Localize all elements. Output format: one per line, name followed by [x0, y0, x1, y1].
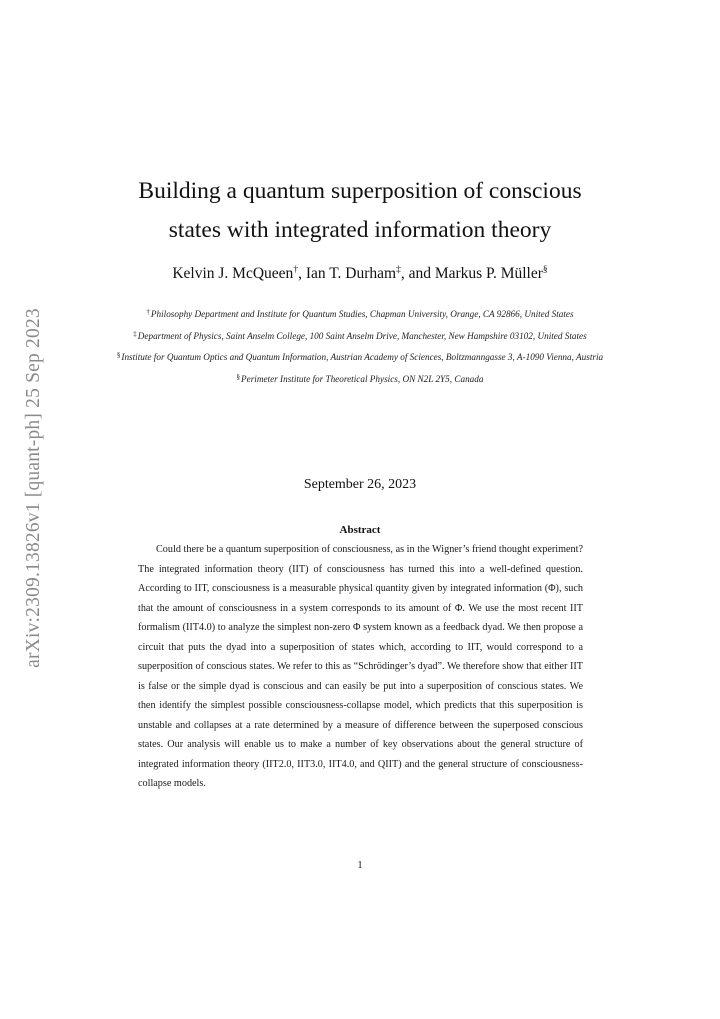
abstract-text: Could there be a quantum superposition of consciousness, as in the Wigner’s friend thought experiment? The integrated information theory (IIT) of consciousness has turned this into a well-defined question. According to IIT, consciousness is a measurable physical quantity given by integrated information (Φ), such that the amount of consciousness in a system corresponds to its amount of Φ. We use the most recent IIT formalism (IIT4.0) to analyze the simplest non-zero Φ system known as a feedback dyad. We then propose a circuit that puts the dyad into a superposition of states which, according to IIT, would correspond to a superposition of conscious states. We refer to this as “Schrödinger’s dyad”. We therefore show that either IIT is false or the simple dyad is conscious and can easily be put into a superposition of conscious states. We then identify the simplest possible consciousness-collapse model, which predicts that this superposition is unstable and collapses at a rate determined by a measure of difference between the superposed conscious states. Our analysis will enable us to make a number of key observations about the general structure of integrated information theory (IIT2.0, IIT3.0, IIT4.0, and QIIT) and the general structure of consciousness-collapse models. — [138, 544, 583, 789]
affiliation-item — [105, 347, 615, 369]
author-affiliation-mark: † — [293, 265, 299, 275]
arxiv-identifier-text: arXiv:2309.13826v1 [quant-ph] 25 Sep 2023 — [23, 308, 44, 668]
affiliation-mark: § — [116, 351, 121, 359]
author-affiliation-mark: § — [542, 265, 548, 275]
abstract-heading: Abstract — [339, 524, 381, 536]
author-separator: , — [298, 265, 306, 282]
author-list — [80, 265, 640, 283]
arxiv-identifier-stamp — [0, 0, 60, 1019]
page-number: 1 — [357, 860, 363, 871]
paper-title — [80, 172, 640, 250]
affiliation-list — [105, 304, 615, 390]
affiliation-item — [105, 304, 615, 326]
affiliation-mark: † — [146, 308, 150, 316]
author-separator: , and — [400, 265, 435, 282]
author-affiliation-mark: ‡ — [396, 265, 401, 275]
affiliation-text: Institute for Quantum Optics and Quantum Information, Austrian Academy of Sciences, Boltzmanngasse 3, A-1090 Vienna, Austria — [121, 352, 604, 362]
affiliation-mark: ‡ — [133, 329, 137, 338]
affiliation-item — [105, 326, 615, 348]
affiliation-text: Department of Physics, Saint Anselm College, 100 Saint Anselm Drive, Manchester, New Hampshire 03102, United States — [137, 330, 587, 341]
author-name: Markus P. Müller — [434, 265, 543, 282]
author-name: Ian T. Durham — [305, 265, 397, 282]
author-name: Kelvin J. McQueen — [172, 265, 294, 282]
publication-date: September 26, 2023 — [303, 477, 417, 492]
affiliation-item — [105, 369, 615, 391]
title-line-1: Building a quantum superposition of conscious — [138, 178, 582, 204]
affiliation-mark: § — [236, 372, 241, 381]
affiliation-text: Philosophy Department and Institute for Quantum Studies, Chapman University, Orange, CA 92866, United States — [150, 309, 574, 319]
title-line-2: states with integrated information theory — [168, 217, 552, 243]
affiliation-text: Perimeter Institute for Theoretical Physics, ON N2L 2Y5, Canada — [241, 373, 484, 384]
